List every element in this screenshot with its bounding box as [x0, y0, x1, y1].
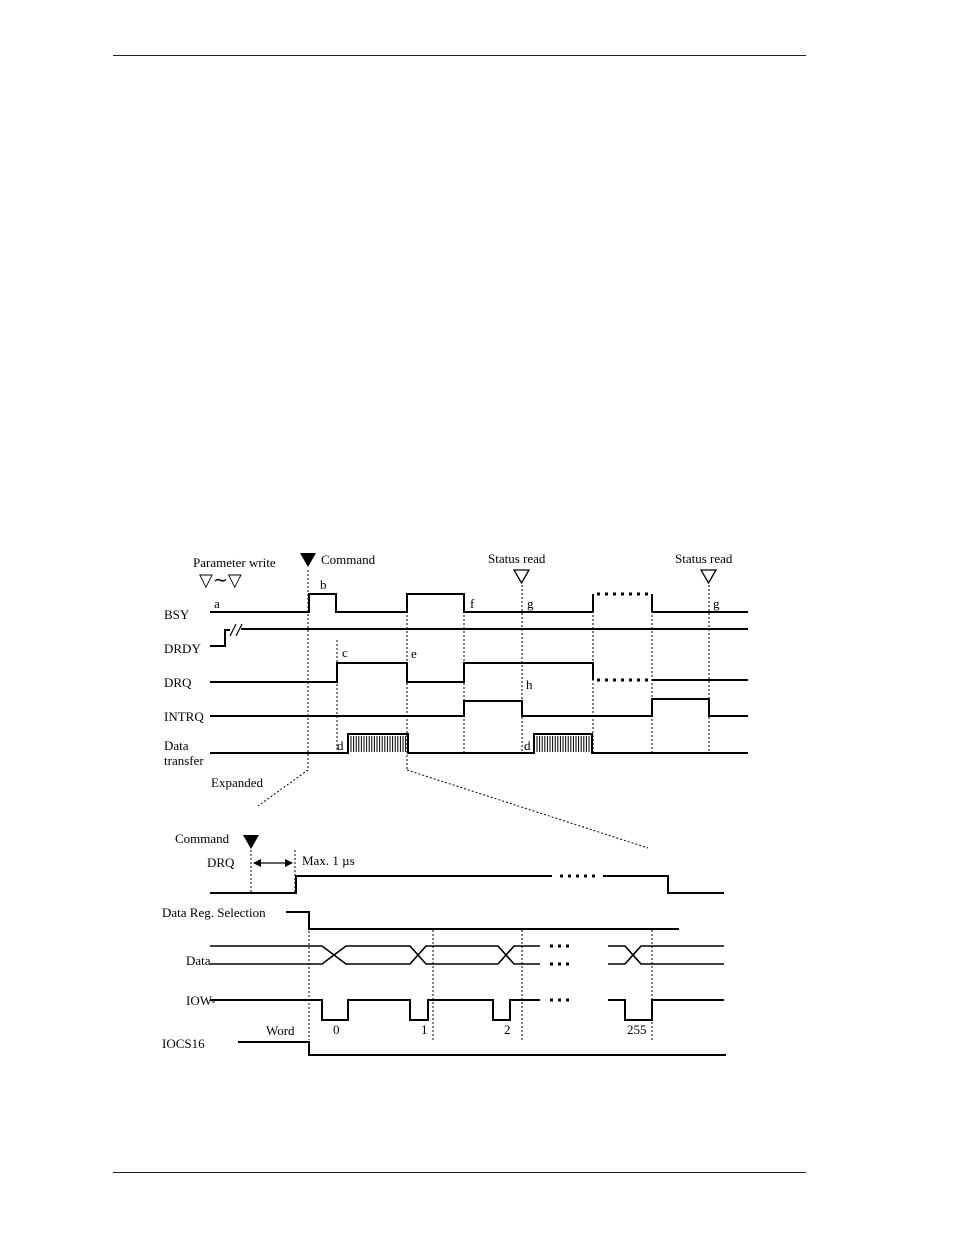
point-label-f: f [470, 596, 475, 611]
point-label-b: b [320, 577, 327, 592]
iow-waveform [210, 1000, 540, 1020]
iow-count-255: 255 [627, 1022, 647, 1037]
status-read-marker-icon-2 [701, 570, 716, 583]
intrq-waveform [210, 699, 748, 716]
drdy-waveform-start [210, 630, 230, 646]
data-bus-waveform [210, 946, 724, 964]
data-burst-1 [351, 736, 406, 752]
expand-line-left [258, 770, 308, 806]
signal-label-data-transfer-1: Data [164, 738, 189, 753]
status-read-label-2: Status read [675, 551, 733, 566]
point-label-c: c [342, 645, 348, 660]
command-marker-icon [300, 553, 316, 567]
max-time-arrowhead-left-icon [253, 859, 261, 867]
lower-iow-label: IOW- [186, 993, 216, 1008]
data-transfer-waveform [210, 734, 748, 753]
bsy-waveform [210, 594, 593, 612]
point-label-d1: d [337, 738, 344, 753]
data-reg-selection-waveform [286, 912, 679, 929]
status-read-marker-icon-1 [514, 570, 529, 583]
expanded-label: Expanded [211, 775, 263, 790]
status-read-label-1: Status read [488, 551, 546, 566]
lower-drq-waveform [210, 876, 552, 893]
drq-waveform [210, 663, 593, 682]
lower-command-marker-icon [243, 835, 259, 849]
parameter-write-label: Parameter write [193, 555, 276, 570]
lower-command-label: Command [175, 831, 230, 846]
command-label: Command [321, 552, 376, 567]
iow-count-0: 0 [333, 1022, 340, 1037]
drdy-break-1 [230, 624, 236, 636]
lower-data-label: Data [186, 953, 211, 968]
point-label-e: e [411, 646, 417, 661]
iocs16-waveform [238, 1042, 726, 1055]
parameter-write-symbol: ▽∼▽ [199, 570, 242, 590]
expand-line-right [407, 770, 648, 848]
lower-drq-label: DRQ [207, 855, 235, 870]
point-label-d2: d [524, 738, 531, 753]
point-label-a: a [214, 596, 220, 611]
point-label-g2: g [713, 596, 720, 611]
lower-iocs16-label: IOCS16 [162, 1036, 205, 1051]
signal-label-bsy: BSY [164, 607, 190, 622]
data-reg-selection-label: Data Reg. Selection [162, 905, 266, 920]
iow-waveform-tail [608, 1000, 724, 1020]
data-burst-2 [537, 736, 589, 752]
signal-label-data-transfer-2: transfer [164, 753, 204, 768]
signal-label-intrq: INTRQ [164, 709, 204, 724]
signal-label-drdy: DRDY [164, 641, 201, 656]
iow-count-2: 2 [504, 1022, 511, 1037]
word-label: Word [266, 1023, 295, 1038]
iow-count-1: 1 [421, 1022, 428, 1037]
max-time-arrowhead-right-icon [285, 859, 293, 867]
signal-label-drq: DRQ [164, 675, 192, 690]
lower-drq-waveform-tail [603, 876, 724, 893]
point-label-h: h [526, 677, 533, 692]
point-label-g1: g [527, 596, 534, 611]
max-time-label: Max. 1 µs [302, 853, 355, 868]
